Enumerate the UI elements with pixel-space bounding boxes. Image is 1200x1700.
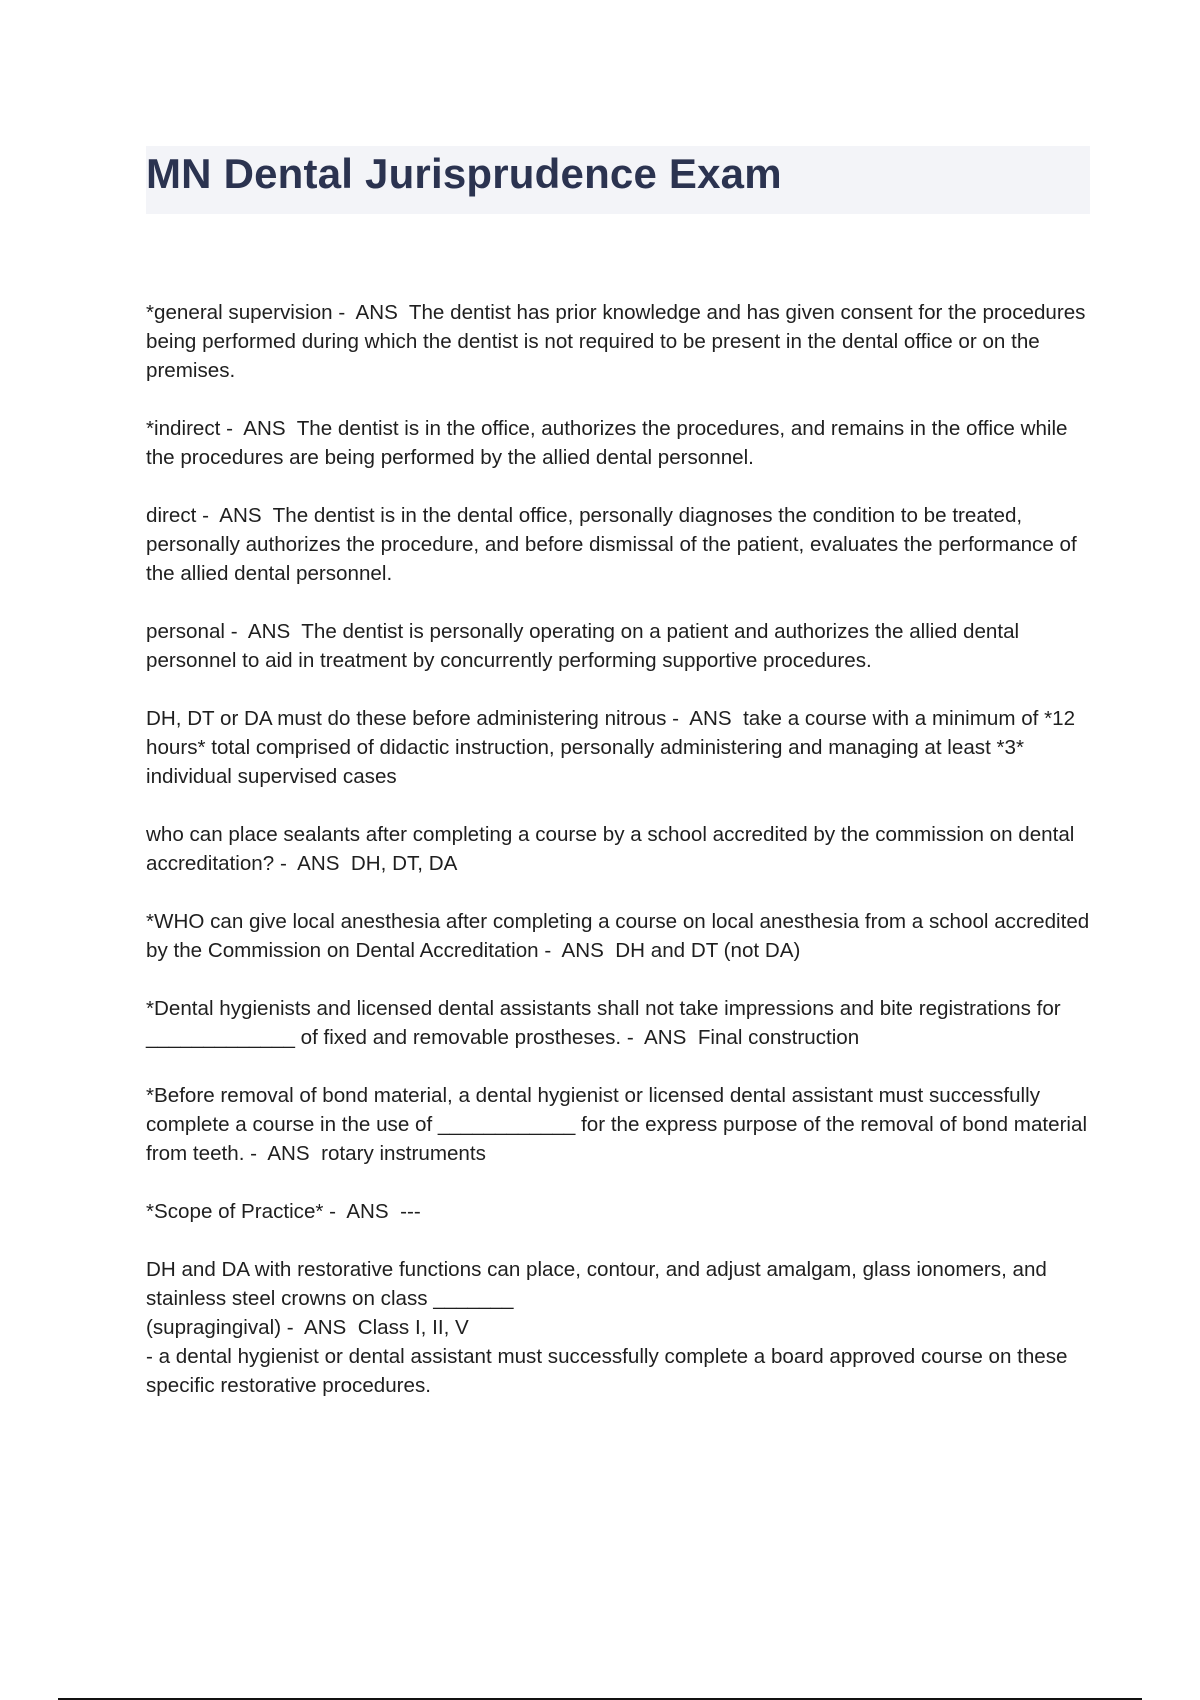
document-title: MN Dental Jurisprudence Exam <box>146 150 782 197</box>
qa-entry-text: DH, DT or DA must do these before administering nitrous - ANS take a course with a minimum of *12 hours* total comprised of didactic instruction, personally administering and managing at least *3* individual supervised cases <box>146 707 1081 788</box>
qa-entry-text: DH and DA with restorative functions can place, contour, and adjust amalgam, glass ionomers, and stainless steel crowns on class _______ (supragingival) - ANS Class I, II, V - a dental hygienist or dental assistant must successfully complete a board approved course on these specific restorative procedures. <box>146 1258 1068 1397</box>
qa-entry-sealants <box>146 820 1090 878</box>
qa-entry-personal <box>146 617 1090 675</box>
qa-entry-text: personal - ANS The dentist is personally operating on a patient and authorizes the allied dental personnel to aid in treatment by concurrently performing supportive procedures. <box>146 620 1025 672</box>
qa-entry-impressions <box>146 994 1090 1052</box>
qa-entry-text: *indirect - ANS The dentist is in the office, authorizes the procedures, and remains in the office while the procedures are being performed by the allied dental personnel. <box>146 417 1074 469</box>
qa-entry-text: *Before removal of bond material, a dental hygienist or licensed dental assistant must successfully complete a course in the use of ____________ for the express purpose of the removal of bond material from teeth. - ANS rotary instruments <box>146 1084 1093 1165</box>
qa-entry-direct <box>146 501 1090 588</box>
qa-entry-indirect <box>146 414 1090 472</box>
qa-entry-nitrous <box>146 704 1090 791</box>
qa-entry-text: who can place sealants after completing a course by a school accredited by the commission on dental accreditation? - ANS DH, DT, DA <box>146 823 1081 875</box>
qa-entry-general-supervision <box>146 298 1090 385</box>
qa-entry-scope-of-practice <box>146 1197 1090 1226</box>
qa-entry-local-anesthesia <box>146 907 1095 965</box>
qa-entry-text: *Scope of Practice* - ANS --- <box>146 1200 421 1223</box>
qa-entry-text: *general supervision - ANS The dentist has prior knowledge and has given consent for the procedures being performed during which the dentist is not required to be present in the dental office or on the premises. <box>146 301 1092 382</box>
qa-entry-text: *Dental hygienists and licensed dental assistants shall not take impressions and bite registrations for _____________ of fixed and removable prostheses. - ANS Final construction <box>146 997 1067 1049</box>
title-banner <box>146 146 1090 214</box>
qa-entry-restorative <box>146 1255 1090 1400</box>
qa-entry-text: *WHO can give local anesthesia after completing a course on local anesthesia from a school accredited by the Commission on Dental Accreditation - ANS DH and DT (not DA) <box>146 910 1095 962</box>
qa-entry-text: direct - ANS The dentist is in the dental office, personally diagnoses the condition to be treated, personally authorizes the procedure, and before dismissal of the patient, evaluates the performance of the allied dental personnel. <box>146 504 1083 585</box>
qa-list <box>146 298 1095 1429</box>
qa-entry-bond-removal <box>146 1081 1093 1168</box>
